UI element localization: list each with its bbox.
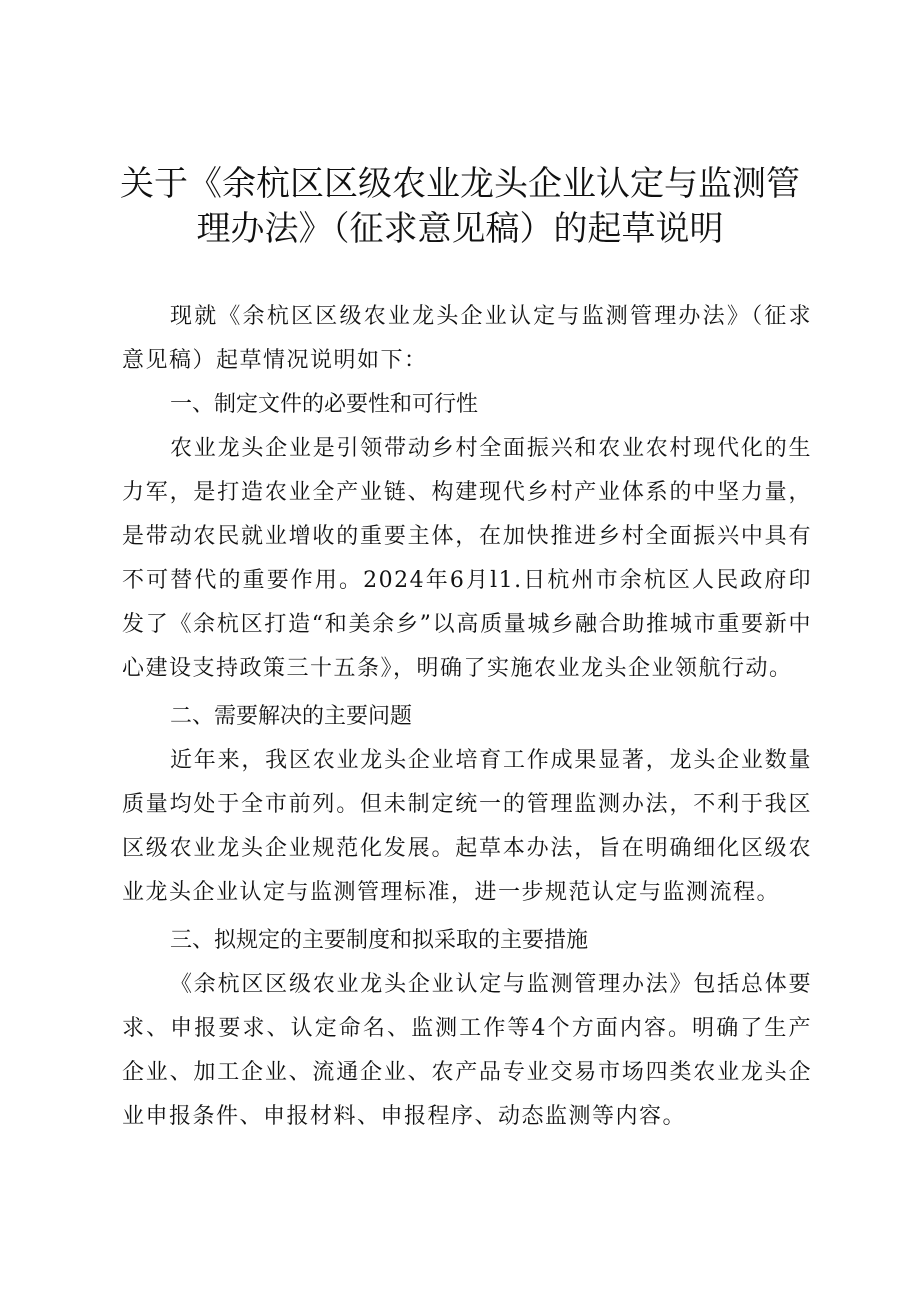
section-1-body: 农业龙头企业是引领带动乡村全面振兴和农业农村现代化的生力军，是打造农业全产业链、构建现代乡村产业体系的中坚力量，是带动农民就业增收的重要主体，在加快推进乡村全面振兴中具有不可替代的重要作用。2024年6月l1.日杭州市余杭区人民政府印发了《余杭区打造“和美余乡”以高质量城乡融合助推城市重要新中心建设支持政策三十五条》，明确了实施农业龙头企业领航行动。 [122, 436, 812, 681]
document-title-line-2: 理办法》（征求意见稿）的起草说明 [196, 209, 724, 249]
document-title-line-1: 关于《余杭区区级农业龙头企业认定与监测管 [120, 164, 800, 204]
intro-paragraph: 现就《余杭区区级农业龙头企业认定与监测管理办法》（征求意见稿）起草情况说明如下： [122, 304, 812, 373]
section-3-heading: 三、拟规定的主要制度和拟采取的主要措施 [170, 928, 589, 953]
section-2-body: 近年来，我区农业龙头企业培育工作成果显著，龙头企业数量质量均处于全市前列。但未制定统一的管理监测办法，不利于我区区级农业龙头企业规范化发展。起草本办法，旨在明确细化区级农业龙头企业认定与监测管理标准，进一步规范认定与监测流程。 [122, 748, 812, 905]
section-3-body: 《余杭区区级农业龙头企业认定与监测管理办法》包括总体要求、申报要求、认定命名、监测工作等4个方面内容。明确了生产企业、加工企业、流通企业、农产品专业交易市场四类农业龙头企业申报条件、申报材料、申报程序、动态监测等内容。 [122, 972, 812, 1129]
section-1-heading: 一、制定文件的必要性和可行性 [170, 392, 479, 417]
section-2-heading: 二、需要解决的主要问题 [170, 704, 413, 729]
